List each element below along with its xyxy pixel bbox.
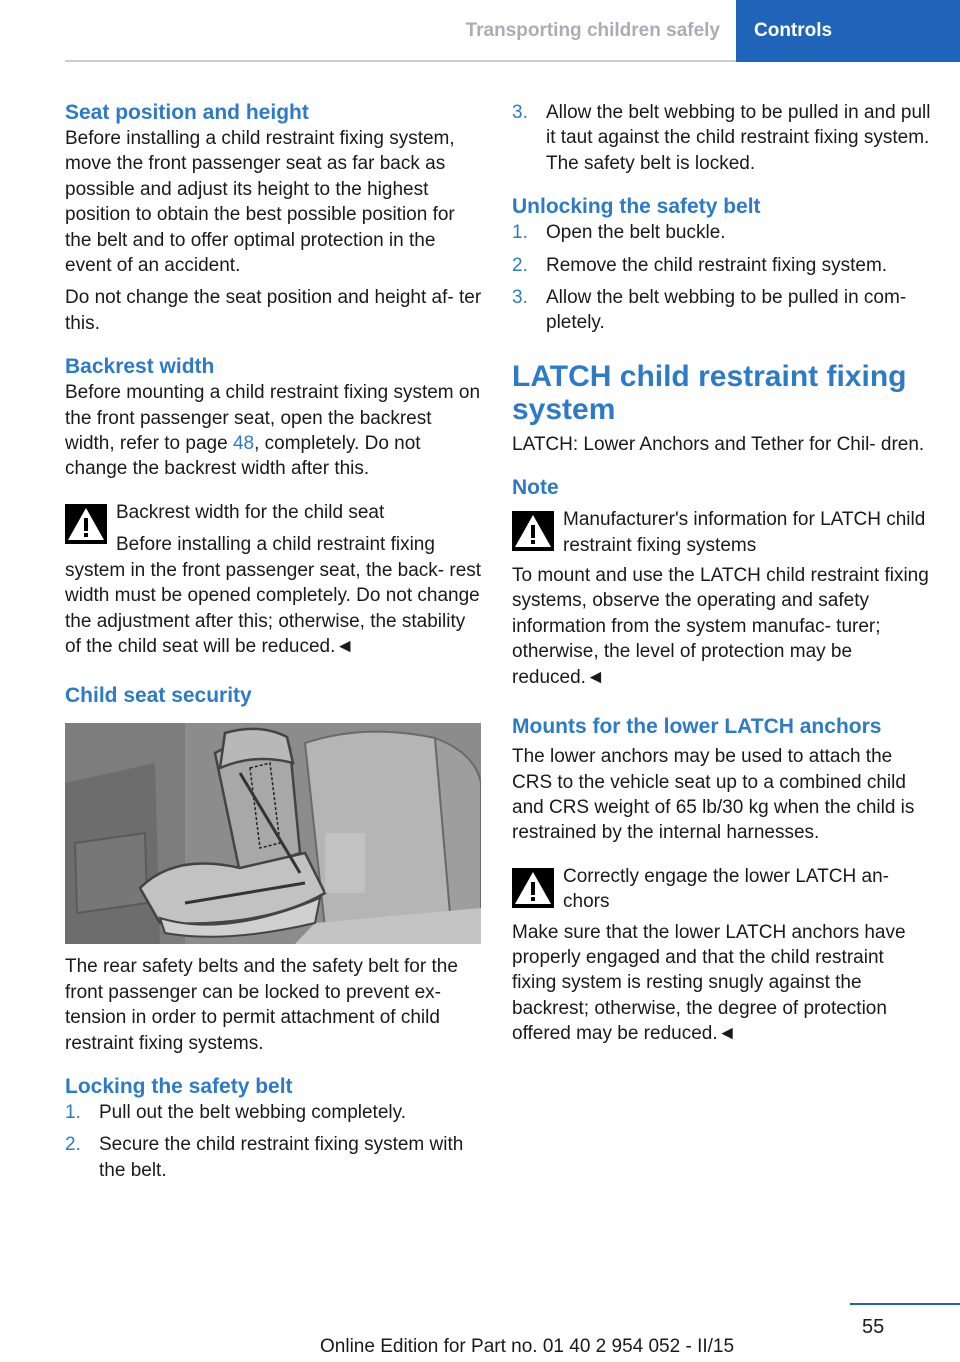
backrest-warning-body-text: Before installing a child restraint fixing system in the front passenger seat, the back- rest width must be opened completely. Do not change the adjustment after this; otherwise, the stability of the child seat will be reduced.◄ bbox=[65, 534, 482, 657]
backrest-width-heading: Backrest width bbox=[65, 355, 215, 379]
unlocking-safety-belt-heading: Unlocking the safety belt bbox=[512, 195, 761, 219]
seat-position-paragraph-1: Before installing a child restraint fixing system, move the front passenger seat as far back as possible and adjust its height to the highest position to obtain the best possible position for the belt and to offer optimal protection in the event of an accident. bbox=[65, 128, 455, 277]
seat-position-paragraph-2: Do not change the seat position and height af- ter this. bbox=[65, 287, 482, 334]
backrest-warning-title: Backrest width for the child seat bbox=[116, 501, 385, 523]
latch-section-heading: LATCH child restraint fixing system bbox=[512, 359, 907, 426]
step-text: Open the belt buckle. bbox=[546, 222, 726, 244]
child-seat-image bbox=[65, 723, 481, 944]
step-text: Allow the belt webbing to be pulled in com- pletely. bbox=[546, 287, 907, 334]
latch-warning-body: To mount and use the LATCH child restraint fixing systems, observe the operating and safety information from the system manufac- turer; otherwise, the level of protection may be reduced.◄ bbox=[512, 565, 929, 688]
backrest-text-after: , completely. Do not change the backrest width after this. bbox=[65, 433, 421, 480]
list-item bbox=[65, 1132, 483, 1183]
unlocking-steps-list bbox=[512, 220, 932, 336]
step-text: Allow the belt webbing to be pulled in and pull it taut against the child restraint fixing system. The safety belt is locked. bbox=[546, 102, 931, 174]
child-seat-illustration bbox=[65, 723, 481, 944]
seat-position-heading: Seat position and height bbox=[65, 101, 309, 124]
header-section-title: Transporting children safely bbox=[465, 20, 720, 41]
step-text: Pull out the belt webbing completely. bbox=[99, 1101, 406, 1123]
list-item bbox=[512, 253, 932, 278]
backrest-width-paragraph bbox=[65, 380, 483, 482]
note-heading: Note bbox=[512, 476, 559, 500]
child-seat-security-paragraph: The rear safety belts and the safety belt for the front passenger can be locked to prevent ex- tension in order to permit attachment of child restraint fixing systems. bbox=[65, 956, 458, 1054]
step-number: 1. bbox=[65, 1101, 81, 1123]
list-item bbox=[512, 220, 932, 245]
header-chapter-tab: Controls bbox=[736, 0, 960, 62]
latch-definition-paragraph: LATCH: Lower Anchors and Tether for Chil- dren. bbox=[512, 433, 925, 455]
step-text: Secure the child restraint fixing system with the belt. bbox=[99, 1134, 464, 1181]
footer-rule bbox=[850, 1303, 960, 1305]
page-48-link[interactable]: 48 bbox=[232, 433, 255, 455]
latch-manufacturer-warning bbox=[512, 507, 932, 690]
right-column bbox=[512, 100, 932, 1047]
lower-anchors-heading: Mounts for the lower LATCH anchors bbox=[512, 715, 882, 739]
lower-anchors-paragraph: The lower anchors may be used to attach the CRS to the vehicle seat up to a combined child and CRS weight of 65 lb/30 kg when the child is restrained by the internal harnesses. bbox=[512, 746, 915, 844]
warning-icon bbox=[65, 504, 107, 544]
engage-warning-title: Correctly engage the lower LATCH an- chors bbox=[563, 865, 889, 913]
footer-edition-text: Online Edition for Part no. 01 40 2 954 052 - II/15 bbox=[320, 1336, 735, 1357]
step-number: 1. bbox=[512, 222, 528, 244]
step-number: 2. bbox=[65, 1134, 81, 1156]
engage-warning-body: Make sure that the lower LATCH anchors have properly engaged and that the child restraint fixing system is resting snugly against the backrest; otherwise, the degree of protection offered may be reduced.◄ bbox=[512, 921, 906, 1045]
list-item bbox=[65, 1100, 483, 1125]
warning-icon bbox=[512, 868, 554, 908]
step-number: 3. bbox=[512, 102, 528, 123]
step-number: 3. bbox=[512, 287, 528, 309]
child-seat-security-heading: Child seat security bbox=[65, 684, 252, 708]
locking-safety-belt-heading: Locking the safety belt bbox=[65, 1074, 293, 1098]
step-text: Remove the child restraint fixing system. bbox=[546, 254, 888, 276]
locking-steps-list bbox=[65, 1100, 483, 1183]
backrest-warning bbox=[65, 500, 483, 659]
left-column bbox=[65, 100, 483, 1183]
engage-anchors-warning bbox=[512, 864, 932, 1047]
latch-warning-title: Manufacturer's information for LATCH child restraint fixing systems bbox=[563, 509, 926, 556]
backrest-text-before: Before mounting a child restraint fixing system on the front passenger seat, open the backrest width, refer to page bbox=[65, 382, 481, 455]
warning-icon bbox=[512, 511, 554, 551]
backrest-warning-body bbox=[65, 532, 483, 659]
list-item bbox=[512, 100, 932, 176]
list-item bbox=[512, 285, 932, 336]
page-number: 55 bbox=[862, 1316, 885, 1338]
locking-steps-continued bbox=[512, 100, 932, 176]
step-number: 2. bbox=[512, 254, 528, 276]
